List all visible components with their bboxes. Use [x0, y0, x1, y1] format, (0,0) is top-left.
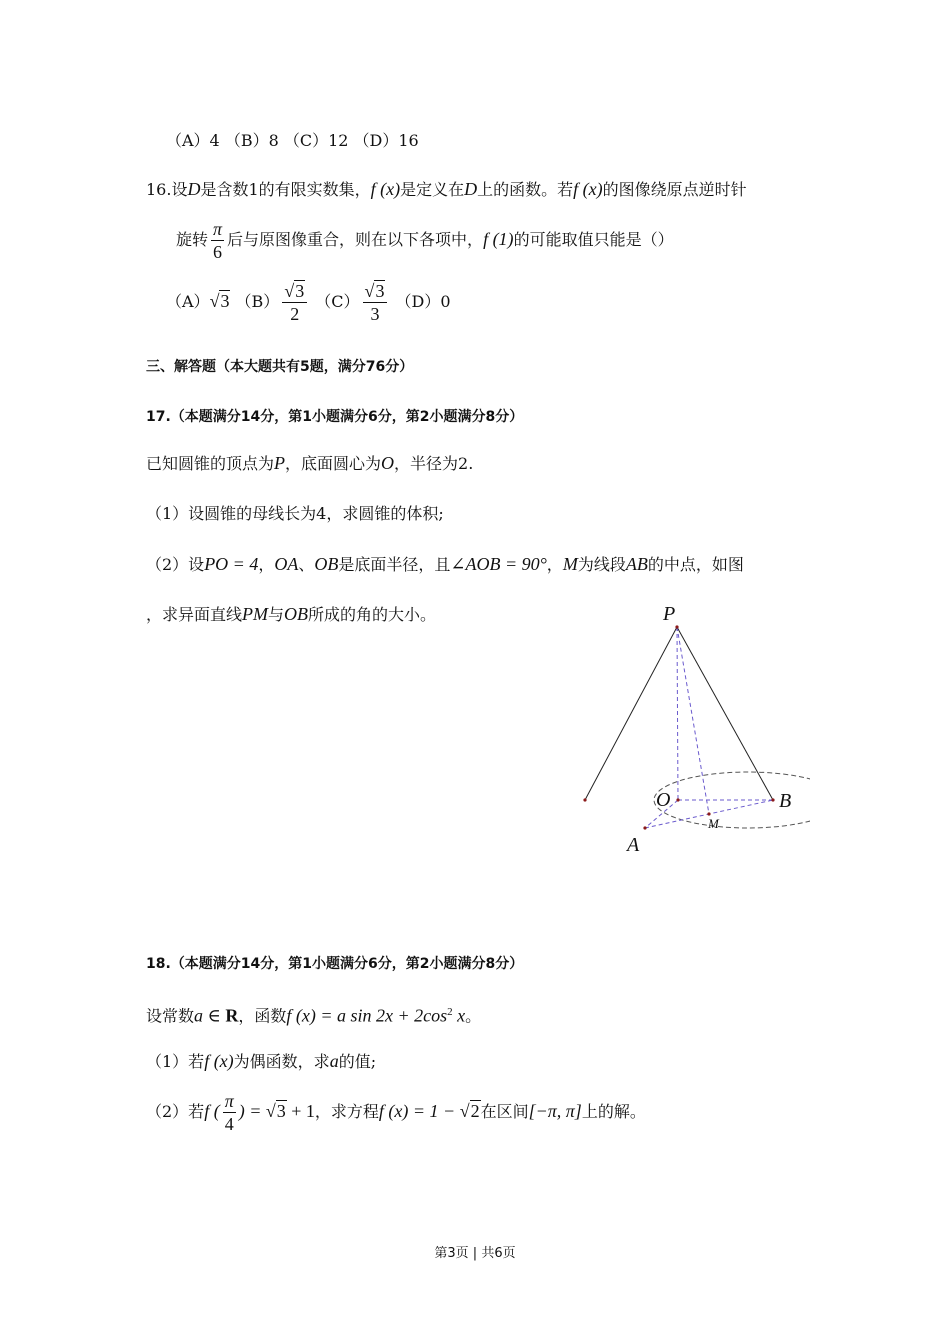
den: 4	[224, 1114, 234, 1134]
q16-line1	[146, 178, 747, 201]
text: 、	[298, 555, 315, 574]
q18-intro	[146, 1001, 481, 1027]
text: 是底面半径，且	[338, 555, 451, 574]
radicand: 3	[375, 281, 385, 301]
option-a: （A）	[166, 292, 210, 311]
math-interval: [−π, π]	[528, 1101, 582, 1121]
math-eq: f (x) = 1 −	[378, 1101, 460, 1121]
frac-pi-4	[223, 1090, 236, 1135]
point-left	[583, 798, 586, 801]
q18-part1	[146, 1050, 376, 1073]
q17-intro	[146, 452, 473, 475]
math-fx: f (x)	[573, 179, 603, 199]
text: 设常数	[146, 1006, 195, 1026]
page-footer: 第3页 | 共6页	[434, 1246, 516, 1261]
q17-header: 17.（本题满分14分，第1小题满分6分，第2小题满分8分）	[146, 409, 524, 425]
text: 上的解。	[581, 1102, 646, 1121]
text: 后与原图像重合，则在以下各项中，	[227, 230, 484, 249]
sqrt3: √3	[265, 1101, 286, 1121]
text: ，求异面直线	[146, 605, 243, 624]
math-fx: f (x)	[204, 1051, 234, 1071]
label-P: P	[663, 603, 676, 625]
text: ，	[258, 555, 275, 574]
den: 2	[290, 304, 300, 324]
den: 6	[213, 242, 223, 262]
text: 旋转	[176, 230, 209, 249]
point-O	[676, 798, 679, 801]
q16-options	[166, 280, 451, 325]
text: 所成的角的大小。	[308, 605, 437, 624]
text: ，求方程	[314, 1102, 379, 1121]
math-O: O	[381, 453, 395, 473]
label-M: M	[708, 816, 719, 831]
section-title: 三、解答题（本大题共有5题，满分76分）	[146, 359, 414, 375]
math-OB: OB	[314, 554, 339, 574]
text: 的图像绕原点逆时针	[602, 180, 747, 199]
text: 上的函数。若	[477, 180, 574, 199]
text: （1）若	[146, 1052, 205, 1071]
num: √3	[363, 280, 388, 303]
q15-options: （A）4 （B）8 （C）12 （D）16	[166, 131, 419, 150]
math-PM: PM	[242, 604, 269, 624]
text: 16.设	[146, 180, 188, 199]
segment-PO	[677, 627, 678, 800]
frac-sqrt3-2	[282, 280, 307, 325]
math-f-open: f (	[204, 1101, 220, 1121]
text: ，	[546, 555, 563, 574]
math-P: P	[274, 453, 286, 473]
slant-left	[585, 627, 677, 800]
radicand: 3	[220, 291, 230, 311]
label-O: O	[656, 789, 671, 811]
math-D: D	[464, 179, 478, 199]
text: 已知圆锥的顶点为	[146, 454, 275, 473]
radicand: 3	[295, 281, 305, 301]
num: √3	[282, 280, 307, 303]
num: π	[224, 1091, 234, 1111]
q16-line2	[176, 218, 674, 263]
math-f-close: ) =	[238, 1101, 266, 1121]
math-f1: f (1)	[483, 229, 514, 249]
sqrt2: √2	[459, 1101, 480, 1121]
q17-part2	[146, 553, 744, 576]
math-fx: f (x)	[370, 179, 401, 199]
text: 的值;	[338, 1052, 377, 1071]
math-x: x	[452, 1005, 466, 1026]
math-OB: OB	[284, 604, 309, 624]
point-B	[771, 798, 774, 801]
radicand: 3	[276, 1101, 286, 1121]
text: （2）若	[146, 1102, 205, 1121]
text: 是定义在	[400, 180, 465, 199]
text: ，函数	[238, 1006, 287, 1026]
point-P	[675, 625, 678, 628]
option-b: （B）	[235, 292, 280, 311]
frac-pi-6	[211, 218, 224, 263]
text: 与	[268, 605, 285, 624]
text: ，半径为2.	[394, 454, 474, 473]
text: 为线段	[577, 555, 626, 574]
math-angle: ∠AOB = 90°	[450, 554, 547, 574]
option-c: （C）	[315, 292, 360, 311]
text: 的中点，如图	[647, 555, 744, 574]
text: 的可能取值只能是（）	[513, 230, 674, 249]
label-B: B	[779, 790, 792, 812]
label-A: A	[627, 834, 640, 856]
text: ，底面圆心为	[285, 454, 382, 473]
math-aR: a ∈	[194, 1005, 226, 1026]
q18-part2	[146, 1090, 646, 1135]
text: 在区间	[480, 1102, 529, 1121]
math-M: M	[562, 554, 578, 574]
math-D: D	[187, 179, 201, 199]
radicand: 2	[470, 1101, 480, 1121]
q17-part2-cont	[146, 603, 436, 626]
sqrt3: √3	[209, 291, 230, 311]
math-plus1: + 1	[286, 1101, 315, 1121]
text: 是含数1的有限实数集，	[200, 180, 371, 199]
q17-part1: （1）设圆锥的母线长为4，求圆锥的体积;	[146, 504, 444, 523]
math-func: f (x) = a sin 2x + 2cos	[286, 1005, 448, 1026]
den: 3	[370, 304, 380, 324]
text: （2）设	[146, 555, 205, 574]
math-a: a	[329, 1051, 339, 1071]
text: 为偶函数，求	[233, 1052, 330, 1071]
text: 。	[465, 1006, 482, 1026]
math-OA: OA	[274, 554, 299, 574]
option-d: （D）0	[395, 292, 451, 311]
math-AB: AB	[625, 554, 648, 574]
point-A	[643, 826, 646, 829]
q18-header: 18.（本题满分14分，第1小题满分6分，第2小题满分8分）	[146, 956, 524, 972]
math-sup2: 2	[447, 1006, 453, 1018]
math-PO: PO = 4	[204, 554, 259, 574]
cone-figure	[570, 600, 810, 860]
num: π	[213, 219, 223, 239]
math-R: R	[225, 1005, 239, 1026]
frac-sqrt3-3	[363, 280, 388, 325]
